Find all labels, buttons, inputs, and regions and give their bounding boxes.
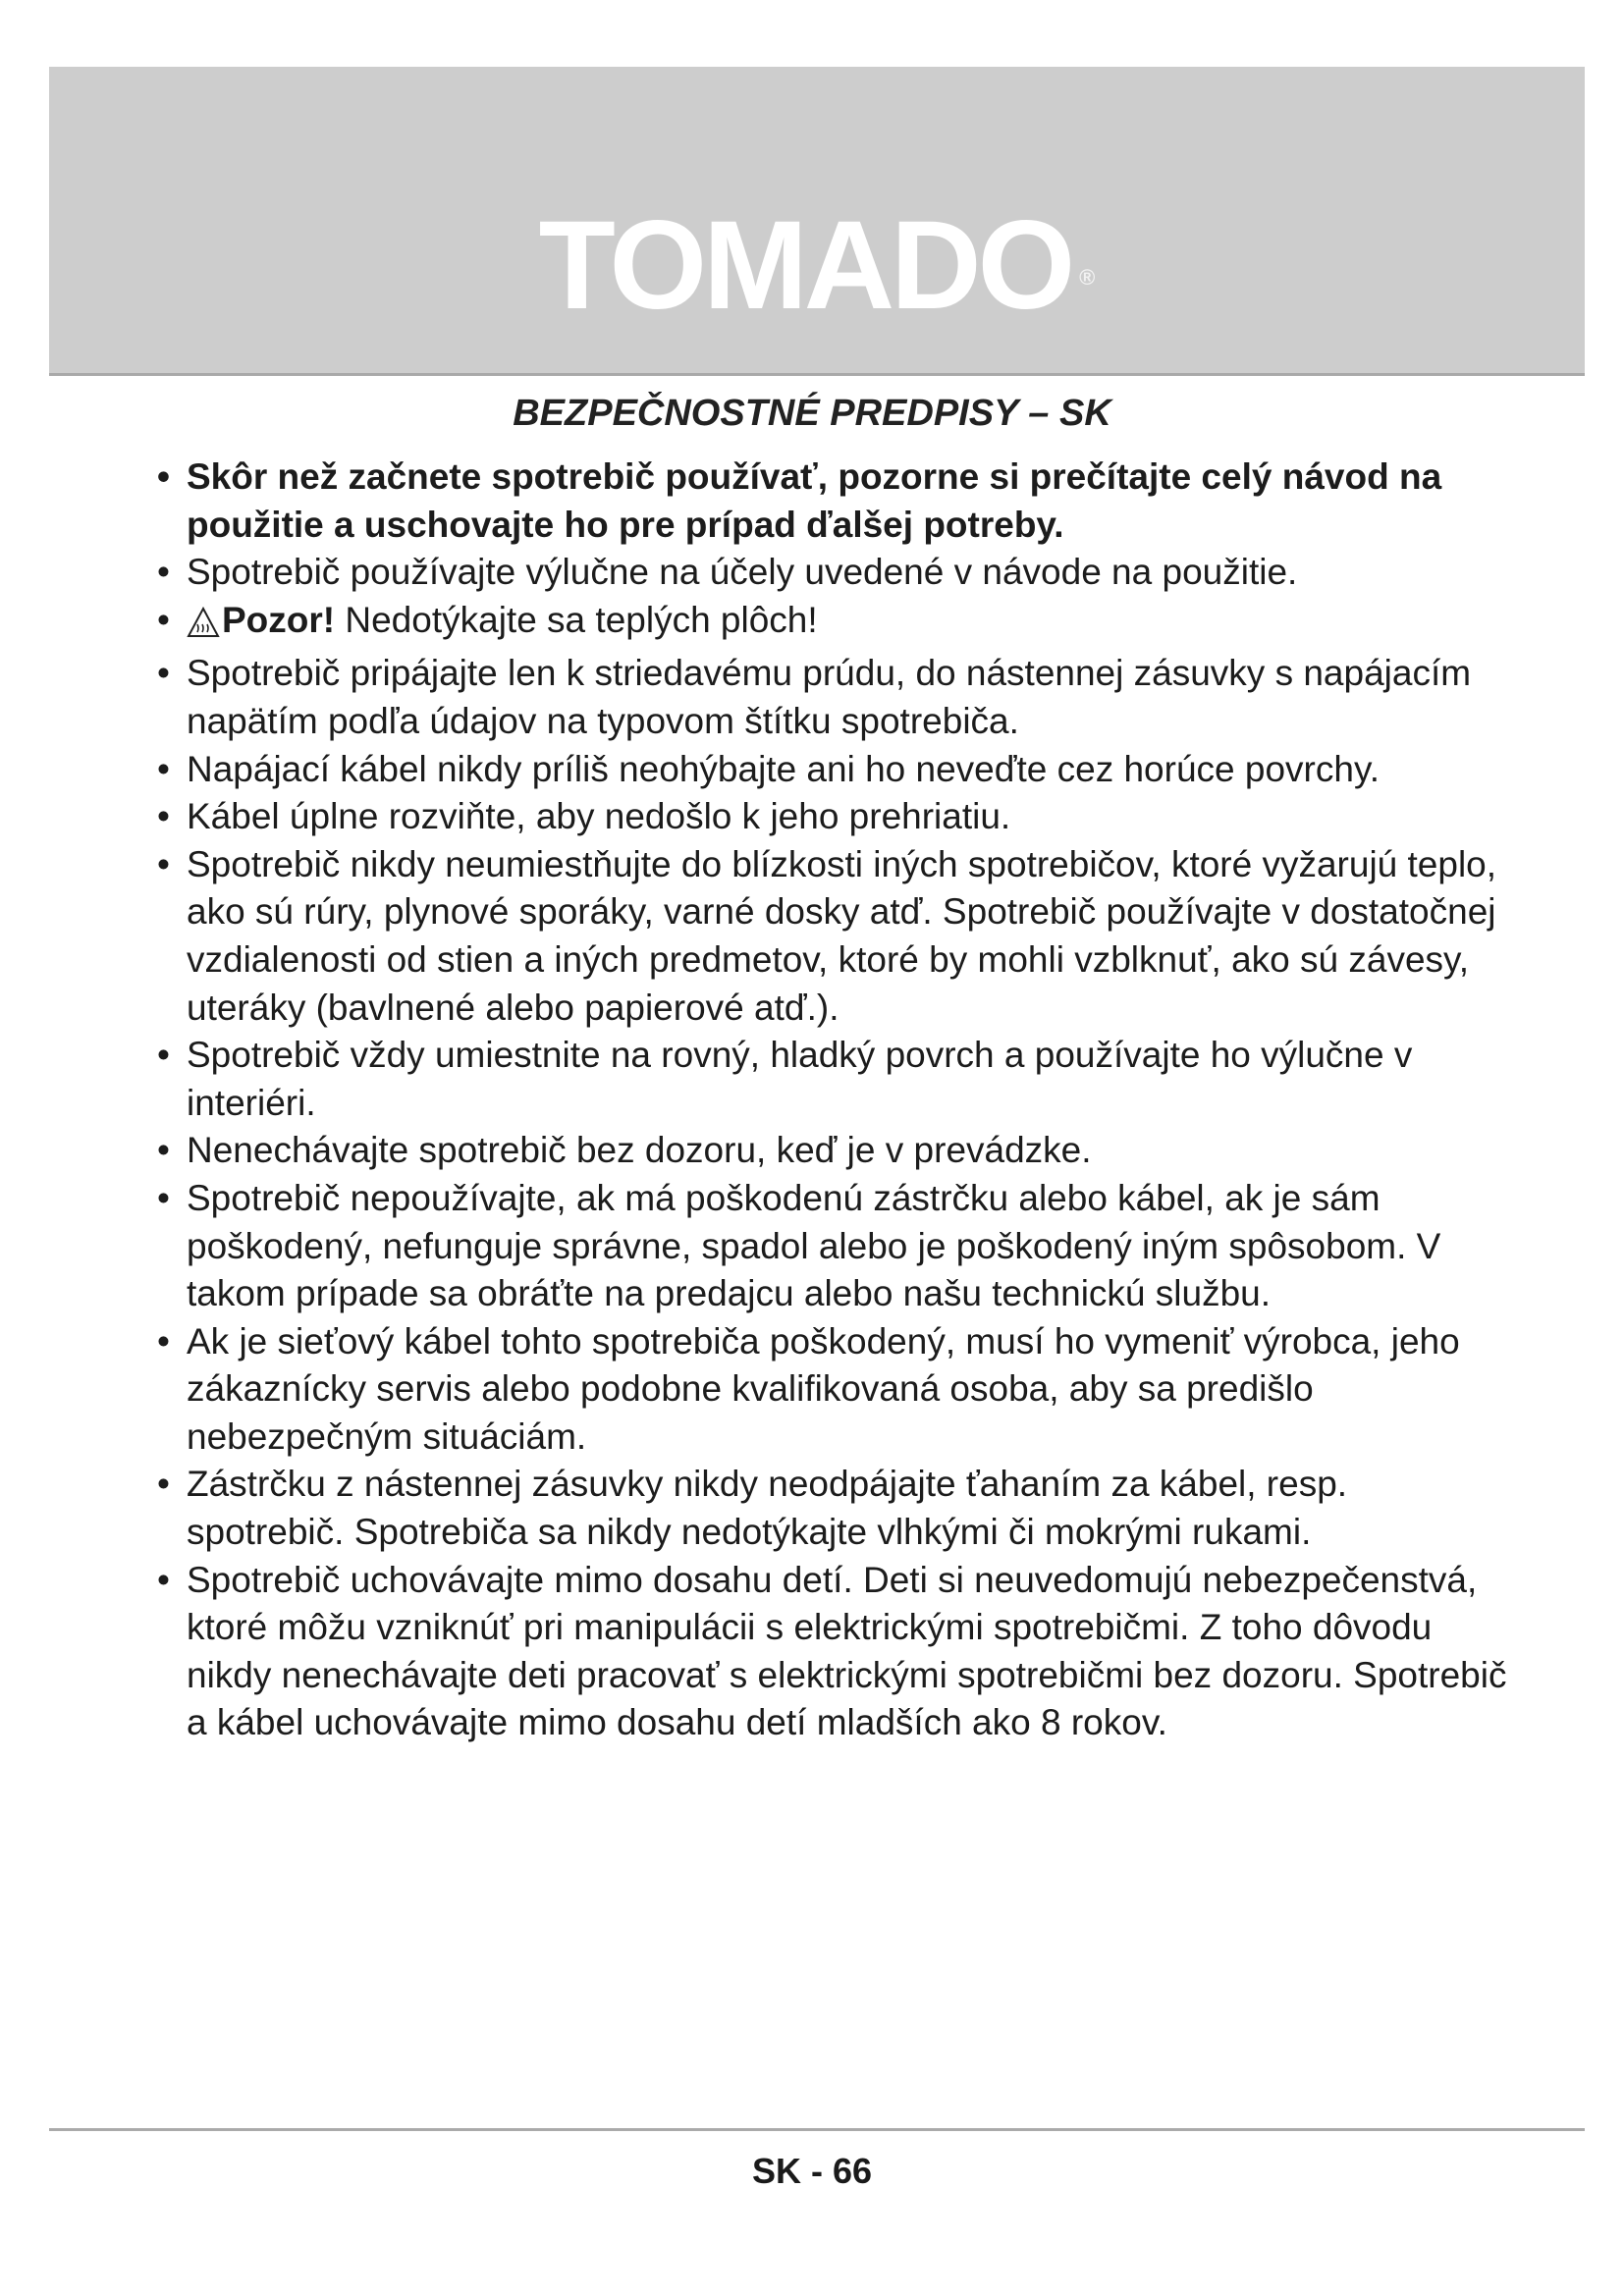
item-text: Nedotýkajte sa teplých plôch! [335, 599, 818, 640]
list-item [157, 1175, 1512, 1318]
item-text: Napájací kábel nikdy príliš neohýbajte ani ho neveďte cez horúce povrchy. [187, 748, 1380, 789]
item-text: Spotrebič pripájajte len k striedavému prúdu, do nástennej zásuvky s napájacím napätím podľa údajov na typovom štítku spotrebiča. [187, 653, 1472, 741]
bullet: • [157, 1130, 170, 1171]
item-text: Spotrebič nikdy neumiestňujte do blízkosti iných spotrebičov, ktoré vyžarujú teplo, ako sú rúry, plynové sporáky, varné dosky atď. Spotrebič používajte v dostatočnej vzdialenosti od stien a iných predmetov, ktoré by mohli vzblknuť, ako sú závesy, uteráky (bavlnené alebo papierové atď.). [187, 843, 1497, 1028]
list-item [157, 549, 1512, 597]
list-item [157, 841, 1512, 1032]
bullet: • [157, 843, 170, 884]
list-item [157, 793, 1512, 841]
footer-divider [49, 2128, 1585, 2131]
item-text: Kábel úplne rozviňte, aby nedošlo k jeho prehriatiu. [187, 796, 1011, 837]
instruction-list [157, 454, 1512, 1747]
logo-text: TOMADO [538, 195, 1072, 336]
item-text: Spotrebič uchovávajte mimo dosahu detí. Deti si neuvedomujú nebezpečenstvá, ktoré môžu vzniknúť pri manipulácii s elektrickými spotrebičmi. Z toho dôvodu nikdy nenechávajte deti pracovať s elektrickými spotrebičmi bez dozoru. Spotrebič a kábel uchovávajte mimo dosahu detí mladších ako 8 rokov. [187, 1559, 1507, 1743]
section-title: BEZPEČNOSTNÉ PREDPISY – SK [513, 393, 1111, 434]
item-text: Ak je sieťový kábel tohto spotrebiča poškodený, musí ho vymeniť výrobca, jeho zákaznícky servis alebo podobne kvalifikovaná osoba, aby sa predišlo nebezpečným situáciám. [187, 1320, 1460, 1457]
list-item [157, 454, 1512, 549]
item-text: Skôr než začnete spotrebič používať, pozorne si prečítajte celý návod na použitie a uschovajte ho pre prípad ďalšej potreby. [187, 456, 1442, 545]
bullet: • [157, 1035, 170, 1076]
list-item [157, 746, 1512, 794]
item-text: Spotrebič vždy umiestnite na rovný, hladký povrch a používajte ho výlučne v interiéri. [187, 1035, 1413, 1123]
warning-triangle-hot-surface-icon [187, 603, 220, 651]
brand-logo [49, 195, 1585, 336]
list-item [157, 597, 1512, 651]
item-text: Nenechávajte spotrebič bez dozoru, keď je v prevádzke. [187, 1130, 1092, 1171]
bullet: • [157, 599, 170, 640]
bullet: • [157, 1177, 170, 1218]
bullet: • [157, 1320, 170, 1362]
list-item [157, 650, 1512, 745]
page-number: SK - 66 [751, 2151, 873, 2191]
safety-instructions [157, 454, 1512, 1747]
item-text: Zástrčku z nástennej zásuvky nikdy neodpájajte ťahaním za kábel, resp. spotrebič. Spotrebiča sa nikdy nedotýkajte vlhkými či mokrými rukami. [187, 1464, 1348, 1553]
bullet: • [157, 748, 170, 789]
warning-label: Pozor! [222, 599, 336, 640]
list-item [157, 1461, 1512, 1556]
bullet: • [157, 1464, 170, 1505]
bullet: • [157, 552, 170, 593]
list-item [157, 1032, 1512, 1127]
bullet: • [157, 796, 170, 837]
item-text: Spotrebič nepoužívajte, ak má poškodenú zástrčku alebo kábel, ak je sám poškodený, nefunguje správne, spadol alebo je poškodený iným spôsobom. V takom prípade sa obráťte na predajcu alebo našu technickú službu. [187, 1177, 1441, 1314]
header-band [49, 67, 1585, 376]
bullet: • [157, 1559, 170, 1600]
list-item [157, 1127, 1512, 1175]
bullet: • [157, 653, 170, 694]
list-item [157, 1557, 1512, 1747]
bullet: • [157, 456, 170, 497]
list-item [157, 1318, 1512, 1462]
item-text: Spotrebič používajte výlučne na účely uvedené v návode na použitie. [187, 552, 1298, 593]
registered-mark: ® [1079, 265, 1096, 290]
